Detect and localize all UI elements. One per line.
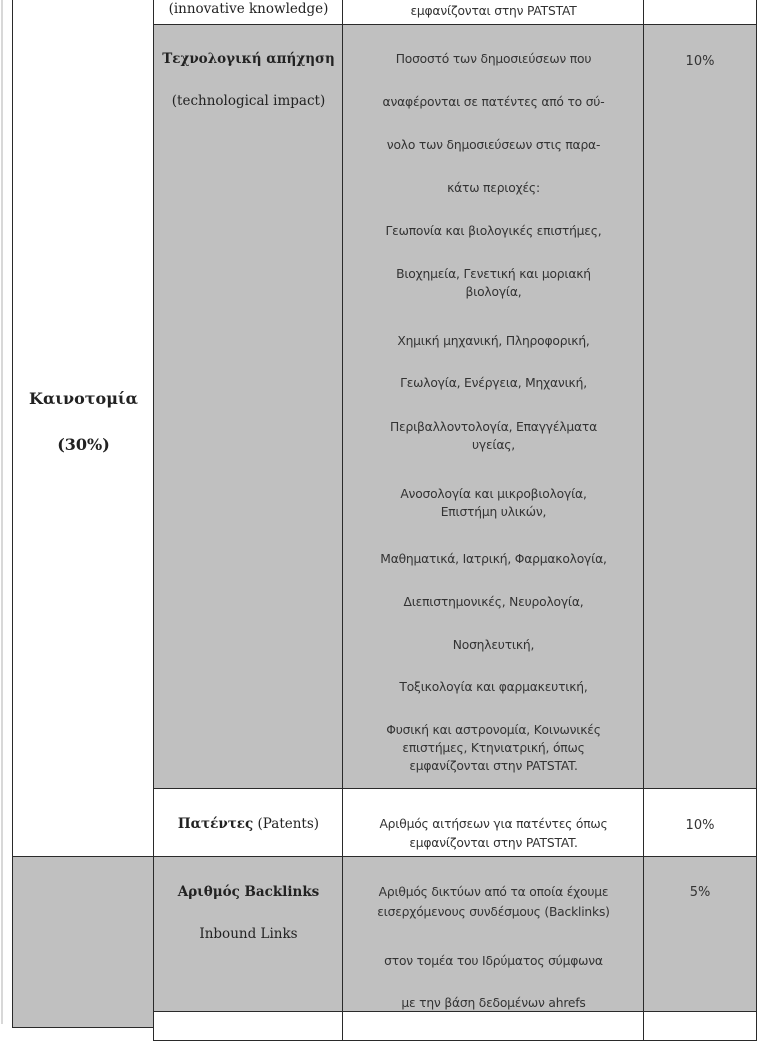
category-weight: (30%) (57, 435, 110, 454)
description-line: Γεωπονία και βιολογικές επιστήμες, (385, 224, 602, 238)
row-next-description (342, 1011, 645, 1041)
row-innovative-knowledge-weight (643, 0, 757, 26)
row-innovative-knowledge-criterion (153, 0, 344, 26)
description-line: Νοσηλευτική, (452, 638, 535, 652)
description-line: Ποσοστό των δημοσιεύσεων που (395, 52, 592, 66)
row-next-criterion (153, 1011, 344, 1041)
row-backlinks-description (342, 856, 645, 1013)
description-line: στον τομέα του Ιδρύματος σύμφωνα (384, 954, 603, 968)
description-line: κάτω περιοχές: (447, 181, 540, 195)
description-line: Περιβαλλοντολογία, Επαγγέλματα υγείας, (389, 420, 598, 452)
category-name: Καινοτομία (29, 389, 138, 408)
weight-value: 10% (685, 818, 715, 833)
criterion-greek: Αριθμός Backlinks (177, 884, 320, 900)
description-line: Ανοσολογία και μικροβιολογία, Επιστήμη υλικών, (400, 487, 587, 519)
criterion-greek: Τεχνολογική απήχηση (162, 51, 335, 67)
description-line: Μαθηματικά, Ιατρική, Φαρμακολογία, (380, 552, 607, 566)
description-line: Γεωλογία, Ενέργεια, Μηχανική, (400, 376, 587, 390)
category-cell-innovation (12, 0, 155, 858)
row-technological-impact-criterion (153, 24, 344, 790)
row-technological-impact-weight (643, 24, 757, 790)
description-line: αναφέρονται σε πατέντες από το σύ- (382, 95, 605, 109)
description-text: Αριθμός αιτήσεων για πατέντες όπως εμφανίζονται στην PATSTAT. (379, 817, 608, 850)
description-line: νολο των δημοσιεύσεων στις παρα- (386, 138, 601, 152)
criterion-english: (technological impact) (171, 93, 326, 109)
page-edge (1, 0, 3, 1024)
description-line: με την βάση δεδομένων ahrefs (401, 996, 586, 1010)
row-backlinks-criterion (153, 856, 344, 1013)
description-line: Βιοχημεία, Γενετική και μοριακή βιολογία, (396, 267, 591, 299)
description-line: Αριθμός δικτύων από τα οποία έχουμε εισερχόμενους συνδέσμους (Backlinks) (377, 885, 610, 919)
criterion-english: Inbound Links (199, 926, 298, 942)
row-backlinks-weight (643, 856, 757, 1013)
description-line: εμφανίζονται στην PATSTAT (410, 4, 577, 18)
row-patents-description (342, 788, 645, 858)
description-line: Φυσική και αστρονομία, Κοινωνικές επιστήμες, Κτηνιατρική, όπως εμφανίζονται στην PATSTAT. (386, 723, 601, 773)
criterion-greek: Πατέντες (177, 816, 254, 832)
description-line: Διεπιστημονικές, Νευρολογία, (403, 595, 584, 609)
criterion-english: (Patents) (257, 816, 320, 832)
row-technological-impact-description (342, 24, 645, 790)
criterion-english: (innovative knowledge) (168, 1, 329, 17)
row-patents-criterion (153, 788, 344, 858)
weight-value: 5% (689, 885, 711, 900)
category-cell-next (12, 856, 155, 1028)
row-innovative-knowledge-description (342, 0, 645, 26)
weight-value: 10% (685, 54, 715, 69)
description-line: Χημική μηχανική, Πληροφορική, (397, 334, 590, 348)
row-patents-weight (643, 788, 757, 858)
description-line: Τοξικολογία και φαρμακευτική, (399, 680, 588, 694)
row-next-weight (643, 1011, 757, 1041)
